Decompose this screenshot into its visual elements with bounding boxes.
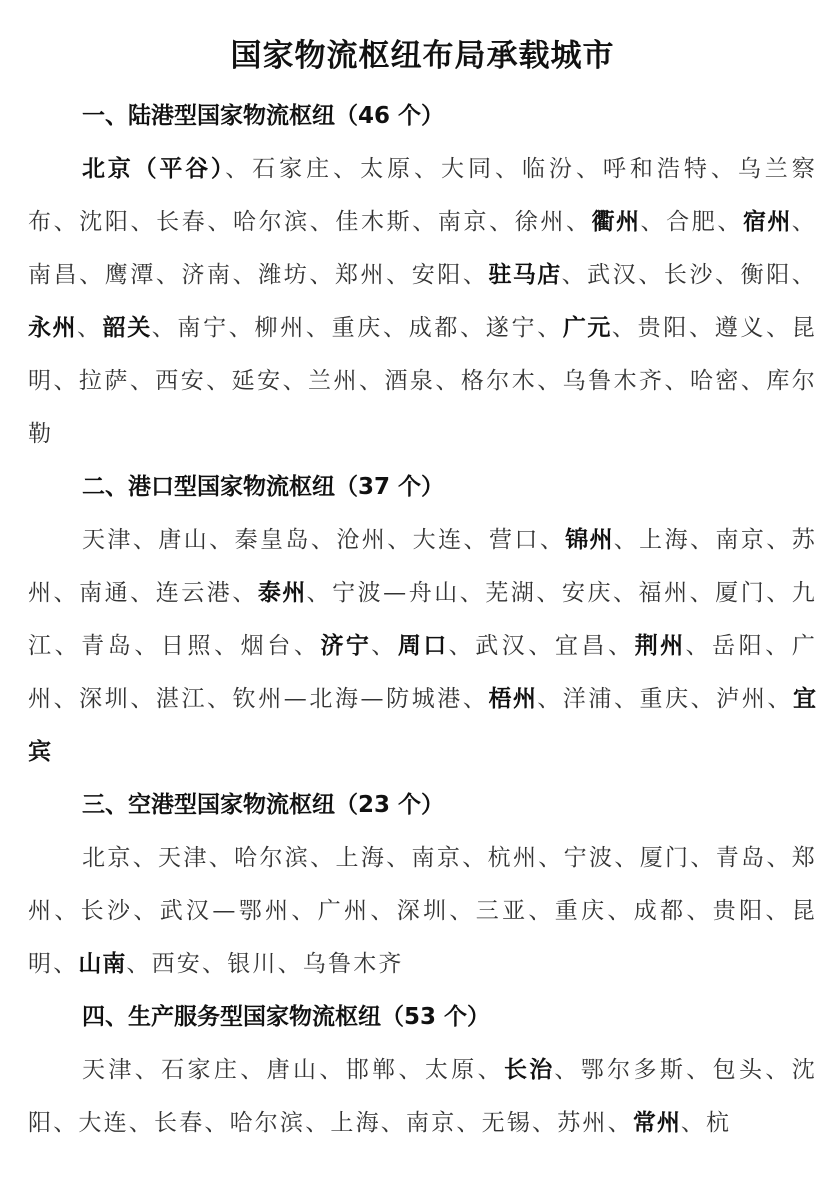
section-airport <box>28 779 817 991</box>
page-title: 国家物流枢纽布局承载城市 <box>230 38 615 74</box>
section-heading: 二、港口型国家物流枢纽（37 个） <box>82 474 445 500</box>
city-list: 北京、天津、哈尔滨、上海、南京、杭州、宁波、厦门、青岛、郑州、长沙、武汉—鄂州、广州、深圳、三亚、重庆、成都、贵阳、昆明、山南、西安、银川、乌鲁木齐 <box>28 845 817 977</box>
city-list: 天津、唐山、秦皇岛、沧州、大连、营口、锦州、上海、南京、苏州、南通、连云港、泰州、宁波—舟山、芜湖、安庆、福州、厦门、九江、青岛、日照、烟台、济宁、周口、武汉、宜昌、荆州、岳阳、广州、深圳、湛江、钦州—北海—防城港、梧州、洋浦、重庆、泸州、宜宾 <box>28 527 818 765</box>
section-seaport <box>28 461 817 779</box>
section-heading: 四、生产服务型国家物流枢纽（53 个） <box>82 1004 491 1030</box>
city-list: 天津、石家庄、唐山、邯郸、太原、长治、鄂尔多斯、包头、沈阳、大连、长春、哈尔滨、上海、南京、无锡、苏州、常州、杭 <box>28 1057 818 1136</box>
section-heading: 三、空港型国家物流枢纽（23 个） <box>82 792 445 818</box>
section-heading: 一、陆港型国家物流枢纽（46 个） <box>82 103 445 129</box>
section-land-port <box>28 90 817 461</box>
section-production-service <box>28 991 817 1150</box>
city-list: 北京（平谷）、石家庄、太原、大同、临汾、呼和浩特、乌兰察布、沈阳、长春、哈尔滨、佳木斯、南京、徐州、衢州、合肥、宿州、南昌、鹰潭、济南、潍坊、郑州、安阳、驻马店、武汉、长沙、衡阳、永州、韶关、南宁、柳州、重庆、成都、遂宁、广元、贵阳、遵义、昆明、拉萨、西安、延安、兰州、酒泉、格尔木、乌鲁木齐、哈密、库尔勒 <box>28 156 818 447</box>
